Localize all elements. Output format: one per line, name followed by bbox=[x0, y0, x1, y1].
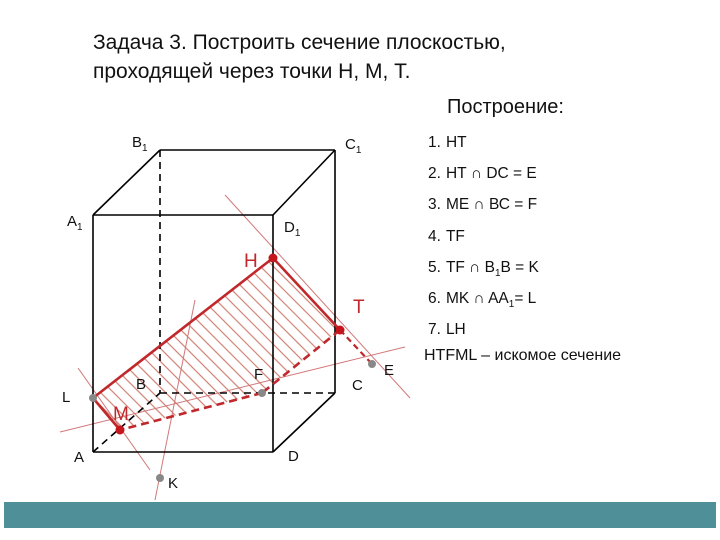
task-title-line2: проходящей через точки Н, М, Т. bbox=[93, 60, 411, 83]
hatch-line bbox=[0, 200, 57, 440]
point-f bbox=[258, 389, 266, 397]
construction-heading: Построение: bbox=[447, 96, 564, 118]
step-num: 7. bbox=[428, 321, 441, 339]
hatch-line bbox=[0, 200, 44, 440]
step-sub1: 1 bbox=[494, 267, 501, 279]
hatch-line bbox=[233, 200, 473, 440]
step-num: 6. bbox=[428, 289, 441, 307]
step-sub1: 1 bbox=[508, 299, 515, 311]
hatch-line bbox=[51, 200, 291, 440]
hatch-line bbox=[376, 200, 616, 440]
hatch-line bbox=[168, 200, 408, 440]
hatch-line bbox=[207, 200, 447, 440]
hatch-line bbox=[0, 200, 70, 440]
hatch-line bbox=[311, 200, 551, 440]
hatch-line bbox=[441, 200, 681, 440]
point-h bbox=[269, 254, 278, 263]
label-k: K bbox=[168, 475, 179, 492]
label-l: L bbox=[62, 389, 71, 406]
label-d: D bbox=[288, 448, 299, 465]
hatch-line bbox=[337, 200, 577, 440]
step-mid: B = K bbox=[500, 258, 539, 276]
hatch-line bbox=[194, 200, 434, 440]
label-e: E bbox=[384, 362, 395, 379]
hatch-line bbox=[480, 200, 720, 440]
vertex-labels bbox=[62, 134, 394, 492]
hatch-line bbox=[350, 200, 590, 440]
edge-dc bbox=[273, 393, 335, 452]
label-a1: $A_1$ bbox=[67, 213, 83, 233]
label-b: B bbox=[136, 376, 147, 393]
hatch-line bbox=[285, 200, 525, 440]
step-num: 4. bbox=[428, 227, 441, 245]
step-pre: LH bbox=[445, 321, 466, 339]
label-c: C bbox=[352, 377, 363, 394]
label-d1: $D_1$ bbox=[284, 219, 301, 239]
hatch-line bbox=[246, 200, 486, 440]
hatch-line bbox=[493, 200, 720, 440]
point-e bbox=[368, 360, 376, 368]
hatch-line bbox=[220, 200, 460, 440]
hatch-line bbox=[0, 200, 96, 440]
prism-edges bbox=[93, 150, 335, 452]
point-m bbox=[116, 426, 125, 435]
point-l bbox=[89, 394, 97, 402]
step-num: 3. bbox=[428, 196, 441, 214]
hatch-line bbox=[363, 200, 603, 440]
section-ht bbox=[273, 258, 340, 330]
hatch-line bbox=[402, 200, 642, 440]
hatch-line bbox=[0, 200, 5, 440]
label-b1: $B_1$ bbox=[132, 134, 148, 154]
point-k bbox=[156, 474, 164, 482]
hatch-line bbox=[428, 200, 668, 440]
label-m: M bbox=[113, 404, 129, 425]
hatch-line bbox=[324, 200, 564, 440]
label-t: T bbox=[353, 297, 365, 318]
result-text: HTFML – искомое сечение bbox=[424, 347, 622, 364]
step-mid: = L bbox=[514, 289, 537, 307]
hatch-line bbox=[467, 200, 707, 440]
label-c1: $C_1$ bbox=[345, 136, 362, 156]
step-num: 1. bbox=[428, 134, 441, 151]
hatch-line bbox=[0, 200, 83, 440]
hidden-edges bbox=[93, 150, 335, 452]
step-num: 2. bbox=[428, 165, 441, 183]
hatch-line bbox=[272, 200, 512, 440]
hatch-line bbox=[415, 200, 655, 440]
label-a: A bbox=[74, 449, 85, 466]
hatch-line bbox=[454, 200, 694, 440]
step-num: 5. bbox=[428, 258, 441, 276]
hatch-line bbox=[129, 200, 369, 440]
edge-a1b1 bbox=[93, 150, 160, 215]
label-f: F bbox=[254, 366, 264, 383]
hatch-line bbox=[0, 200, 31, 440]
hatch-line bbox=[12, 200, 252, 440]
label-h: H bbox=[244, 251, 258, 272]
hatch-line bbox=[0, 200, 161, 440]
hatch-line bbox=[0, 200, 200, 440]
hatch-line bbox=[38, 200, 278, 440]
edge-d1c1 bbox=[273, 150, 335, 215]
hatch-line bbox=[389, 200, 629, 440]
hatch-line bbox=[25, 200, 265, 440]
hatch-line bbox=[64, 200, 304, 440]
point-t bbox=[336, 326, 345, 335]
step-pre: MK ∩ AA bbox=[445, 289, 509, 307]
section-lh bbox=[93, 258, 273, 398]
line-ht-extended bbox=[225, 195, 410, 398]
step-pre: НТ bbox=[445, 134, 467, 151]
task-number: Задача 3. bbox=[93, 31, 187, 54]
hatch-line bbox=[0, 200, 213, 440]
step-pre: МЕ ∩ ВС = F bbox=[445, 196, 538, 214]
footer-bar bbox=[4, 502, 716, 528]
step-pre: НТ ∩ DC = E bbox=[445, 165, 537, 183]
hatch-line bbox=[298, 200, 538, 440]
section-hatching bbox=[0, 200, 720, 440]
step-pre: TF bbox=[445, 227, 465, 245]
task-text-1: Построить сечение плоскостью, bbox=[186, 31, 506, 54]
hatch-line bbox=[0, 200, 18, 440]
step-pre: TF ∩ B bbox=[445, 258, 495, 276]
hatch-line bbox=[116, 200, 356, 440]
